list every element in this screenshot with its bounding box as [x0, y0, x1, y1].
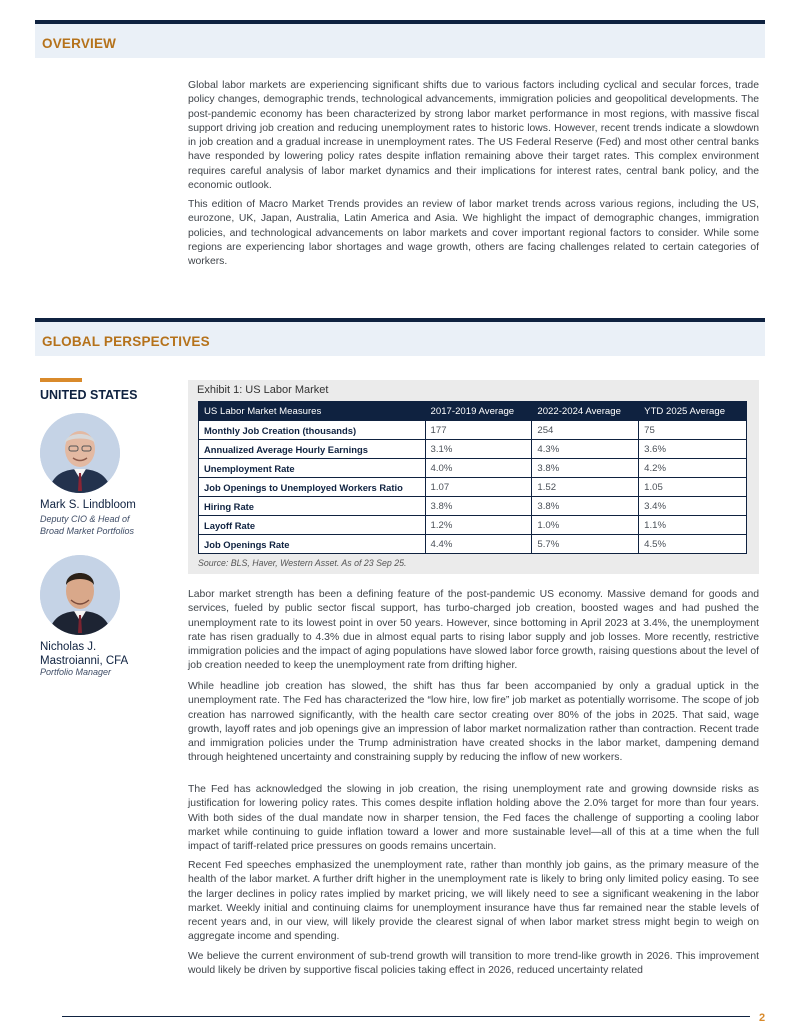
- exhibit-source-note: Source: BLS, Haver, Western Asset. As of 23 Sep 25.: [198, 558, 407, 568]
- exhibit-title: Exhibit 1: US Labor Market: [197, 384, 329, 396]
- table-cell: 4.4%: [425, 535, 532, 554]
- table-row: [199, 478, 747, 497]
- author-photo-lindbloom: [40, 413, 120, 493]
- table-row: [199, 516, 747, 535]
- page-number: 2: [759, 1012, 766, 1024]
- overview-section-header: [35, 20, 765, 58]
- table-cell: 1.0%: [532, 516, 639, 535]
- overview-paragraph-2: This edition of Macro Market Trends provides an review of labor market trends across various regions, including the US, eurozone, UK, Japan, Australia, Latin America and Asia. We highlight the impact of demographic changes, immigration policies, and technological advancements on labor markets and cover important regional factors to consider. While some regions are experiencing labor shortages and wage growth, others are facing challenges related to certain categories of workers.: [188, 199, 759, 268]
- table-cell: 3.4%: [639, 497, 747, 516]
- global-perspectives-section-header: [35, 318, 765, 356]
- person-icon: [40, 413, 120, 493]
- exhibit-us-labor-market: [188, 380, 759, 574]
- table-header-cell: 2022-2024 Average: [532, 402, 639, 421]
- labor-market-table: [198, 401, 747, 554]
- table-header-row: [199, 402, 747, 421]
- author-name-mastroianni: Nicholas J. Mastroianni, CFA: [40, 641, 129, 667]
- table-row: [199, 535, 747, 554]
- table-cell: 1.07: [425, 478, 532, 497]
- table-cell: 254: [532, 421, 639, 440]
- overview-paragraph-1: Global labor markets are experiencing significant shifts due to various factors including cyclical and secular forces, trade policy changes, demographic trends, technological advancements, immigration policies and geopolitical developments. The post-pandemic economy has been characterized by strong labor market performance in most regions, with massive fiscal support driving job creation and reducing unemployment rates to historic lows. However, recent trends indicate a slowdown in job creation and a gradual increase in unemployment rates. The US Federal Reserve (Fed) and most other central banks have responded by lowering policy rates despite inflation remaining above their target rates. This complex environment requires careful analysis of labor market dynamics and their implications for interest rates, central bank policy, and the economic outlook.: [188, 80, 759, 192]
- region-title: UNITED STATES: [40, 388, 138, 402]
- table-cell: 1.05: [639, 478, 747, 497]
- overview-title: OVERVIEW: [42, 36, 117, 51]
- table-cell: 4.2%: [639, 459, 747, 478]
- region-accent-bar: [40, 378, 82, 382]
- table-cell: 1.2%: [425, 516, 532, 535]
- table-cell-measure: Job Openings to Unemployed Workers Ratio: [199, 478, 426, 497]
- table-cell: 1.1%: [639, 516, 747, 535]
- table-header-cell: YTD 2025 Average: [639, 402, 747, 421]
- table-cell: 177: [425, 421, 532, 440]
- table-cell: 3.6%: [639, 440, 747, 459]
- table-cell: 4.5%: [639, 535, 747, 554]
- table-cell: 75: [639, 421, 747, 440]
- table-cell-measure: Layoff Rate: [199, 516, 426, 535]
- table-cell: 5.7%: [532, 535, 639, 554]
- table-row: [199, 497, 747, 516]
- table-cell: 1.52: [532, 478, 639, 497]
- footer-rule: [62, 1016, 750, 1017]
- person-icon: [40, 555, 120, 635]
- us-paragraph-3: The Fed has acknowledged the slowing in job creation, the rising unemployment rate and growing downside risks as justification for lowering policy rates. This comes despite inflation holding above the 2.0% target for more than four years. With both sides of the dual mandate now in sharper tension, the Fed faces the challenge of supporting a cooling labor market while continuing to guide inflation toward a lower and more sustainable level—all of this at a time when the full impact of tariff-related price pressures on goods remains uncertain.: [188, 784, 759, 853]
- author-role-mastroianni: Portfolio Manager: [40, 667, 112, 677]
- us-paragraph-4: Recent Fed speeches emphasized the unemployment rate, rather than monthly job gains, as the primary measure of the health of the labor market. A further drift higher in the unemployment rate is likely to bring only limited policy easing. To see the larger declines in policy rates implied by market pricing, we will likely need to see a significant weakening in the labor market. Weekly initial and continuing claims for unemployment insurance have thus far remained near the stable levels of recent years and, in our view, will likely provide the clearest signal of when labor market stress might begin to weigh on aggregate income and spending.: [188, 860, 759, 943]
- us-paragraph-2: While headline job creation has slowed, the shift has thus far been accompanied by only a gradual uptick in the unemployment rate. The Fed has characterized the “low hire, low fire” job market as potentially worrisome. The scope of job creation has narrowed significantly, with the health care sector creating over 80% of the jobs in 2025. That said, wage growth, layoff rates and job openings give an impression of labor market normalization rather than contraction. Recent trade and immigration policies under the Trump administration have created shocks in the labor market, dampening demand through heightened uncertainty and constraining supply by reducing the inflow of new workers.: [188, 681, 759, 764]
- table-cell: 3.8%: [532, 459, 639, 478]
- table-row: [199, 421, 747, 440]
- us-paragraph-1: Labor market strength has been a defining feature of the post-pandemic US economy. Massive demand for goods and services, fueled by public sector fiscal support, has turbo-charged job creation, boosted wages and had pushed the unemployment rate to its lowest point in over 50 years. However, since bottoming in April 2023 at 3.4%, the unemployment rate has risen gradually to 4.3% due in almost equal parts to rising labor supply and job losses. More recently, restrictive immigration policies and the impact of aging populations have slowed labor force growth, raising questions about the level of job creation needed to keep the unemployment rate from drifting higher.: [188, 589, 759, 672]
- author-photo-mastroianni: [40, 555, 120, 635]
- author-name-lindbloom: Mark S. Lindbloom: [40, 499, 136, 511]
- us-paragraph-5: We believe the current environment of sub-trend growth will transition to more trend-like growth in 2026. This improvement would likely be driven by supportive fiscal policies taking effect in 2026, reduced uncertainty related: [188, 951, 759, 977]
- table-cell: 3.8%: [532, 497, 639, 516]
- table-cell-measure: Unemployment Rate: [199, 459, 426, 478]
- table-row: [199, 440, 747, 459]
- table-cell: 3.8%: [425, 497, 532, 516]
- table-cell-measure: Hiring Rate: [199, 497, 426, 516]
- table-cell: 4.3%: [532, 440, 639, 459]
- table-cell: 4.0%: [425, 459, 532, 478]
- table-cell-measure: Job Openings Rate: [199, 535, 426, 554]
- table-row: [199, 459, 747, 478]
- table-header-cell: 2017-2019 Average: [425, 402, 532, 421]
- table-cell-measure: Monthly Job Creation (thousands): [199, 421, 426, 440]
- table-cell-measure: Annualized Average Hourly Earnings: [199, 440, 426, 459]
- table-header-cell: US Labor Market Measures: [199, 402, 426, 421]
- table-cell: 3.1%: [425, 440, 532, 459]
- author-role-lindbloom: Deputy CIO & Head of Broad Market Portfolios: [40, 514, 135, 536]
- global-perspectives-title: GLOBAL PERSPECTIVES: [42, 334, 210, 349]
